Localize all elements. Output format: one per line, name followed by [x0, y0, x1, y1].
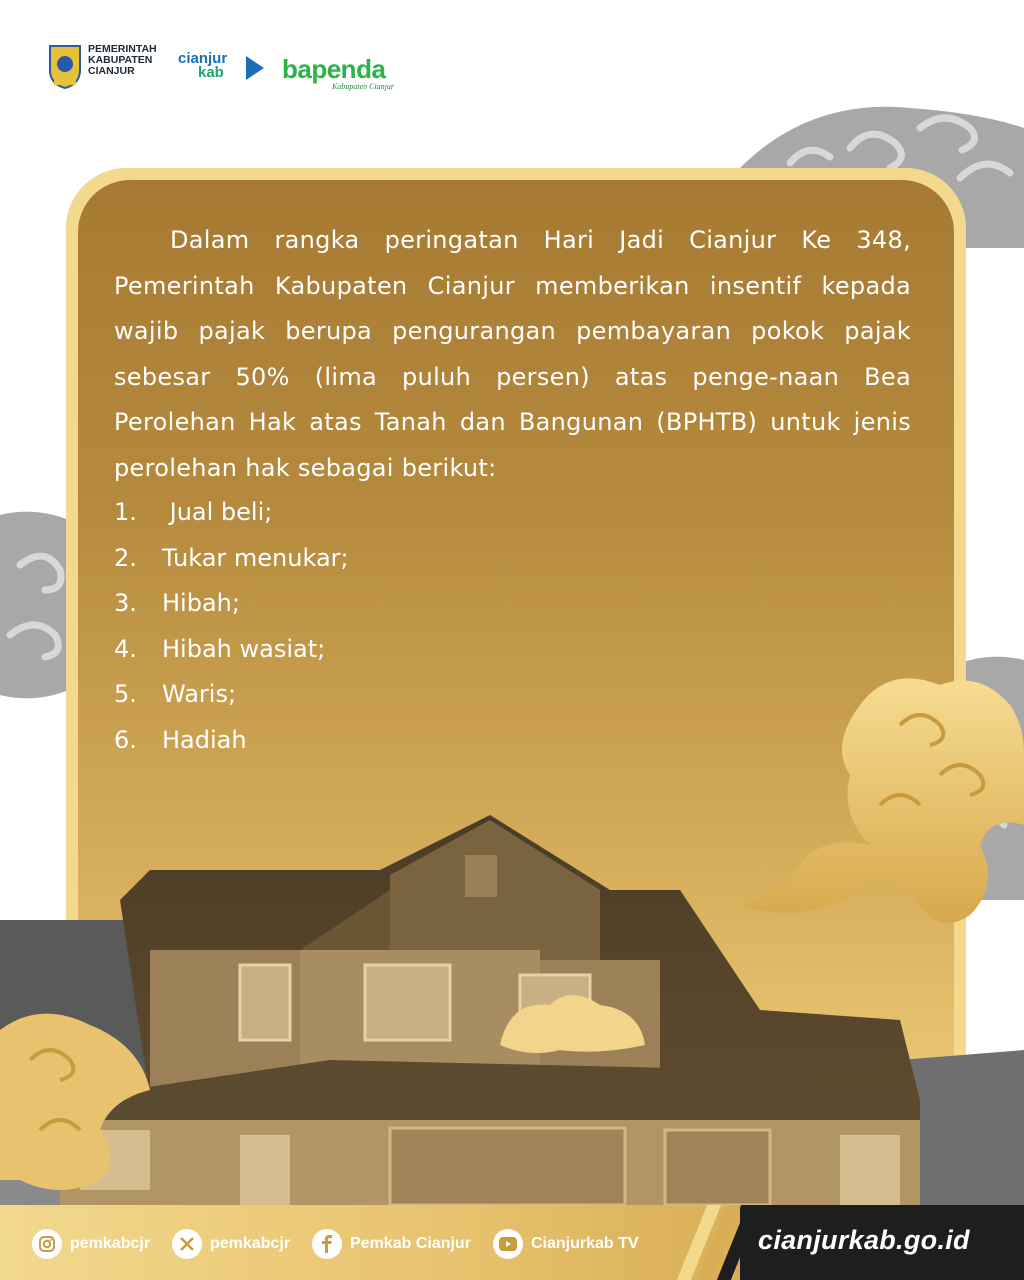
x-icon — [172, 1229, 202, 1259]
list-item: 2. Tukar menukar; — [114, 543, 349, 572]
x-link[interactable]: pemkabcjr — [172, 1229, 290, 1259]
youtube-link[interactable]: Cianjurkab TV — [493, 1229, 639, 1259]
house-illustration — [0, 800, 1024, 1205]
footer-bar — [0, 1205, 1024, 1280]
header-logos — [46, 40, 466, 96]
list-item: 1. Jual beli; — [114, 498, 273, 526]
bapenda-logo: bapenda — [282, 54, 386, 84]
list-item: 4. Hibah wasiat; — [114, 634, 326, 663]
facebook-icon — [312, 1229, 342, 1259]
instagram-link[interactable]: pemkabcjr — [32, 1229, 150, 1259]
pemkab-logo-text: PEMERINTAH KABUPATEN CIANJUR — [88, 43, 157, 77]
list-item: 3. Hibah; — [114, 589, 240, 617]
cianjur-crest-logo — [46, 42, 84, 90]
cianjurkab-logo: cianjur kab — [178, 50, 228, 81]
website-link[interactable]: cianjurkab.go.id — [758, 1225, 970, 1255]
bapenda-logo-subtext: Kabupaten Cianjur — [332, 82, 395, 91]
cianjurkab-play-icon — [246, 56, 264, 80]
acquisition-type-list — [114, 490, 349, 763]
list-item: 6. Hadiah — [114, 725, 247, 754]
list-item: 5. Waris; — [114, 680, 237, 708]
youtube-icon — [493, 1229, 523, 1259]
facebook-link[interactable]: Pemkab Cianjur — [312, 1229, 471, 1259]
announcement-paragraph: Dalam rangka peringatan Hari Jadi Cianjur Ke 348, Pemerintah Kabupaten Cianjur memberikan insentif kepada wajib pajak berupa pengurangan pembayaran pokok pajak sebesar 50% (lima puluh persen) atas penge-naan Bea Perolehan Hak atas Tanah dan Bangunan (BPHTB) untuk jenis perolehan hak sebagai berikut: — [114, 226, 911, 482]
instagram-icon — [32, 1229, 62, 1259]
